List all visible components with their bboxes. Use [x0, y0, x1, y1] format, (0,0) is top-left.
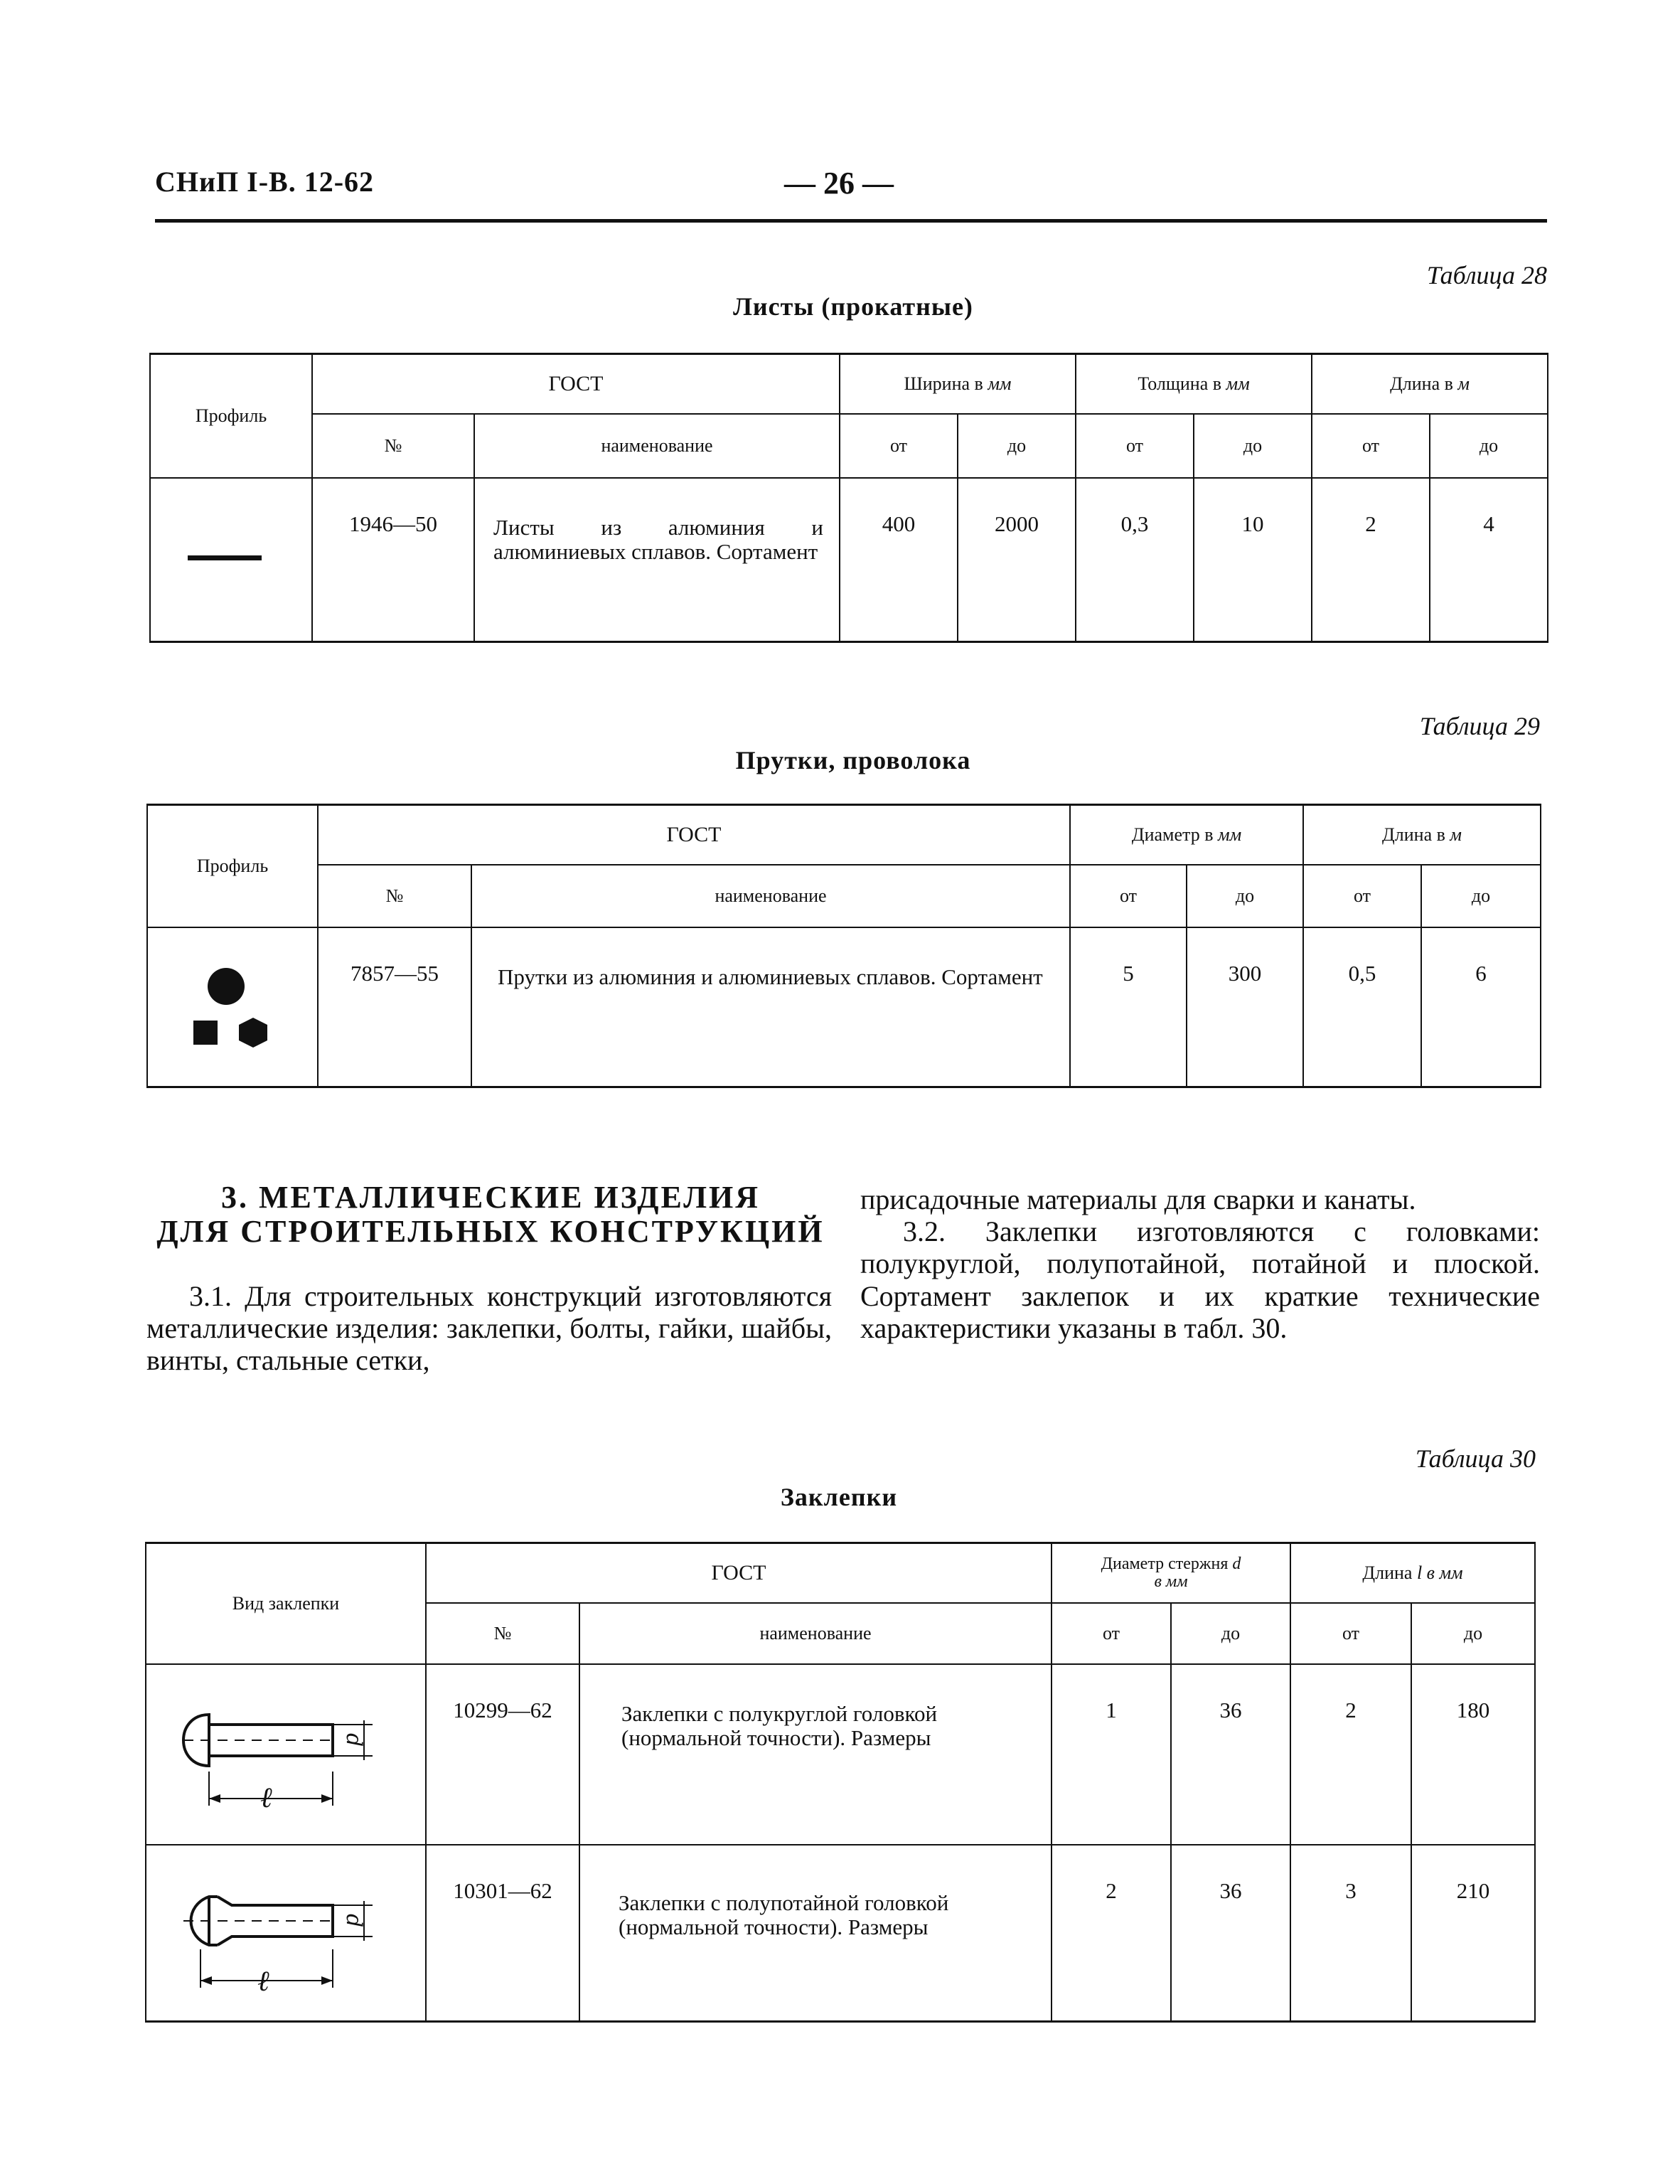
table29-title: Прутки, проволока	[735, 746, 971, 774]
table28-title: Листы (прокатные)	[733, 292, 973, 321]
section3-heading-line2: ДЛЯ СТРОИТЕЛЬНЫХ КОНСТРУКЦИЙ	[156, 1214, 825, 1250]
length-symbol: ℓ	[257, 1964, 269, 1998]
t29-header-name: наименование	[471, 865, 1070, 927]
para-continued: присадочные материалы для сварки и канаты.	[860, 1183, 1416, 1215]
hexagon-bar-icon	[239, 1018, 267, 1048]
t30-header-diameter	[1052, 1543, 1290, 1603]
section3-heading-line1: 3. МЕТАЛЛИЧЕСКИЕ ИЗДЕЛИЯ	[220, 1180, 761, 1215]
t29-gost-name: Прутки из алюминия и алюминиевых сплавов. Сортамент	[471, 927, 1070, 1087]
t28-header-profile: Профиль	[150, 354, 312, 478]
t30-header-type: Вид заклепки	[146, 1543, 426, 1664]
t28-header-width	[840, 354, 1076, 414]
t29-header-profile: Профиль	[147, 805, 318, 927]
square-bar-icon	[193, 1021, 218, 1045]
t28-header-width-from: от	[840, 414, 958, 478]
t30-row2-gost-name: Заклепки с полупотайной головкой (нормальной точности). Размеры	[579, 1845, 1052, 2022]
t28-header-length	[1312, 354, 1548, 414]
t29-header-gost: ГОСТ	[318, 805, 1070, 865]
t29-length-from: 0,5	[1303, 927, 1421, 1087]
t28-length-unit: м	[1457, 373, 1470, 394]
t28-header-no: №	[312, 414, 474, 478]
table-row	[146, 1845, 1535, 2022]
t29-header-diameter	[1070, 805, 1303, 865]
t30-diameter-unit: в мм	[1154, 1572, 1188, 1591]
t28-length-from: 2	[1312, 478, 1430, 642]
diameter-symbol: d	[341, 1732, 366, 1747]
t28-thickness-unit: мм	[1226, 373, 1250, 394]
t30-diameter-symbol: d	[1232, 1554, 1241, 1573]
document-code: СНиП I-В. 12-62	[155, 166, 375, 198]
t30-header-no: №	[426, 1603, 579, 1664]
table28	[149, 353, 1548, 643]
t30-row1-diameter-from: 1	[1052, 1664, 1171, 1845]
t30-row1-gost-no: 10299—62	[426, 1664, 579, 1845]
table28-number: Таблица 28	[1426, 261, 1547, 289]
t28-width-to: 2000	[958, 478, 1076, 642]
bar-profiles-icon	[148, 928, 319, 1080]
t28-header-length-from: от	[1312, 414, 1430, 478]
t30-row2-diameter-to: 36	[1171, 1845, 1290, 2022]
table30-number: Таблица 30	[1415, 1444, 1536, 1473]
t29-diameter-label: Диаметр в	[1131, 824, 1214, 845]
diameter-symbol: d	[341, 1913, 366, 1927]
header-rule	[155, 219, 1547, 223]
t28-header-width-to: до	[958, 414, 1076, 478]
t30-header-diameter-to: до	[1171, 1603, 1290, 1664]
t30-row1-type-cell	[146, 1664, 426, 1845]
t29-length-unit: м	[1450, 824, 1462, 845]
t30-header-diameter-from: от	[1052, 1603, 1171, 1664]
t28-width-unit: мм	[988, 373, 1012, 394]
t28-header-gost: ГОСТ	[312, 354, 840, 414]
t28-width-from: 400	[840, 478, 958, 642]
table30	[145, 1542, 1536, 2023]
t29-diameter-from: 5	[1070, 927, 1187, 1087]
t29-header-no: №	[318, 865, 471, 927]
t29-header-length-to: до	[1421, 865, 1541, 927]
t29-diameter-to: 300	[1187, 927, 1303, 1087]
t30-length-unit: в мм	[1426, 1562, 1463, 1583]
t29-length-label: Длина в	[1382, 824, 1445, 845]
t28-header-thickness-from: от	[1076, 414, 1194, 478]
t30-length-symbol: l	[1416, 1562, 1423, 1583]
t28-thickness-from: 0,3	[1076, 478, 1194, 642]
t28-header-name: наименование	[474, 414, 840, 478]
length-symbol: ℓ	[260, 1781, 272, 1814]
t30-header-length	[1290, 1543, 1535, 1603]
t29-header-diameter-from: от	[1070, 865, 1187, 927]
semi-countersunk-rivet-icon	[146, 1845, 427, 2015]
t29-header-length-from: от	[1303, 865, 1421, 927]
t29-gost-no: 7857—55	[318, 927, 471, 1087]
t28-thickness-label: Толщина в	[1138, 373, 1222, 394]
t30-diameter-label: Диаметр стержня	[1101, 1554, 1229, 1573]
para-3-2: 3.2. Заклепки изготовляются с головками: полукруглой, полупотайной, потайной и плоской. Сортамент заклепок и их краткие технические характеристики указаны в табл. 30.	[860, 1215, 1540, 1344]
t28-length-to: 4	[1430, 478, 1548, 642]
t30-row2-gost-no: 10301—62	[426, 1845, 579, 2022]
sheet-profile-icon	[151, 479, 313, 635]
t28-width-label: Ширина в	[904, 373, 983, 394]
t28-profile-cell	[150, 478, 312, 642]
t30-row1-length-to: 180	[1411, 1664, 1535, 1845]
round-bar-icon	[208, 968, 245, 1005]
t29-header-length	[1303, 805, 1541, 865]
t28-header-length-to: до	[1430, 414, 1548, 478]
t28-header-thickness-to: до	[1194, 414, 1312, 478]
t30-header-length-to: до	[1411, 1603, 1535, 1664]
t30-row2-diameter-from: 2	[1052, 1845, 1171, 2022]
t30-row1-length-from: 2	[1290, 1664, 1411, 1845]
t29-profile-cell	[147, 927, 318, 1087]
t29-header-diameter-to: до	[1187, 865, 1303, 927]
section3-heading	[149, 1181, 832, 1250]
t30-header-name: наименование	[579, 1603, 1052, 1664]
t29-length-to: 6	[1421, 927, 1541, 1087]
table29	[146, 804, 1541, 1088]
t30-header-length-from: от	[1290, 1603, 1411, 1664]
t30-row2-type-cell	[146, 1845, 426, 2022]
t30-header-gost: ГОСТ	[426, 1543, 1052, 1603]
right-column	[860, 1183, 1540, 1344]
t28-thickness-to: 10	[1194, 478, 1312, 642]
round-head-rivet-icon	[146, 1665, 427, 1838]
t28-gost-name: Листы из алюминия и алюминиевых сплавов. Сортамент	[474, 478, 840, 642]
page-number: — 26 —	[784, 166, 894, 201]
t30-length-label: Длина	[1362, 1562, 1413, 1583]
t28-header-thickness	[1076, 354, 1312, 414]
table29-number: Таблица 29	[1419, 712, 1540, 740]
t28-length-label: Длина в	[1390, 373, 1453, 394]
table30-title: Заклепки	[780, 1483, 898, 1511]
t29-diameter-unit: мм	[1217, 824, 1242, 845]
t30-row2-length-to: 210	[1411, 1845, 1535, 2022]
table-row	[146, 1664, 1535, 1845]
t28-gost-no: 1946—50	[312, 478, 474, 642]
para-3-1: 3.1. Для строительных конструкций изготовляются металлические изделия: заклепки, болты, гайки, шайбы, винты, стальные сетки,	[146, 1280, 832, 1377]
t30-row2-length-from: 3	[1290, 1845, 1411, 2022]
t30-row1-gost-name: Заклепки с полукруглой головкой (нормальной точности). Размеры	[579, 1664, 1052, 1845]
t30-row1-diameter-to: 36	[1171, 1664, 1290, 1845]
